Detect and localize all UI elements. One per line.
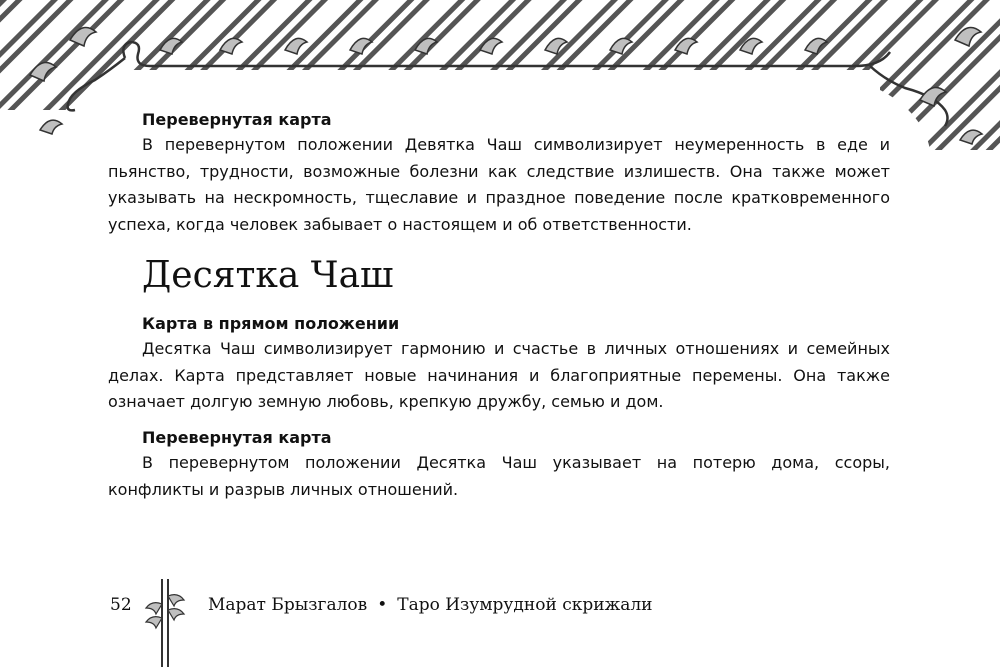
reversed-heading: Перевернутая карта (142, 428, 332, 447)
section-title: Десятка Чаш (142, 255, 394, 296)
footer-ornament (140, 574, 190, 667)
reversed-text: В перевернутом положении Десятка Чаш указывает на потерю дома, ссоры, конфликты и разрыв личных отношений. (108, 453, 890, 499)
upright-text: Десятка Чаш символизирует гармонию и счастье в личных отношениях и семейных делах. Карта представляет новые начинания и благоприятные перемены. Она также означает долгую земную любовь, крепкую дружбу, семью и дом. (108, 339, 890, 411)
page-number: 52 (110, 595, 132, 615)
reversed-text-prev: В перевернутом положении Девятка Чаш символизирует неумеренность в еде и пьянство, трудности, возможные болезни как следствие излишеств. Она также может указывать на нескромность, тщеславие и праздное поведение после кратковременного успеха, когда человек забывает о настоящем и об ответственности. (108, 135, 890, 234)
separator-dot: • (377, 595, 388, 615)
reversed-meaning (108, 426, 890, 503)
upright-meaning (108, 312, 890, 416)
reversed-heading-prev: Перевернутая карта (142, 110, 332, 129)
upright-heading: Карта в прямом положении (142, 314, 400, 333)
previous-card-reversed (108, 108, 890, 238)
book-title: Таро Изумрудной скрижали (397, 595, 653, 615)
running-footer (208, 594, 652, 616)
author-name: Марат Брызгалов (208, 595, 368, 615)
